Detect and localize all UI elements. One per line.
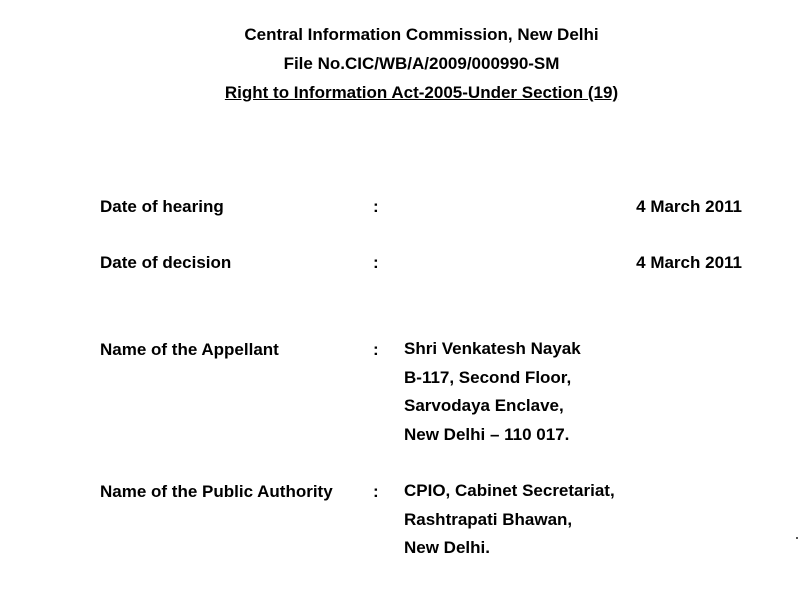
file-number: File No.CIC/WB/A/2009/000990-SM (283, 54, 560, 73)
public-authority-colon: : (373, 482, 379, 501)
act-section-heading: Right to Information Act-2005-Under Section (19) (224, 83, 619, 102)
appellant-address-line: Sarvodaya Enclave, (404, 396, 564, 415)
scan-speck (796, 537, 798, 539)
public-authority-address-line: New Delhi. (404, 538, 490, 557)
decision-date-label: Date of decision (100, 253, 232, 272)
public-authority-name: CPIO, Cabinet Secretariat, (404, 481, 615, 500)
appellant-address (404, 335, 581, 449)
appellant-address-line: B-117, Second Floor, (404, 367, 572, 387)
commission-title: Central Information Commission, New Delhi (244, 25, 599, 44)
public-authority-address (404, 477, 615, 563)
appellant-address-line: New Delhi – 110 017. (404, 424, 570, 444)
decision-date-value: 4 March 2011 (636, 253, 742, 272)
public-authority-address-line: Rashtrapati Bhawan, (404, 509, 573, 529)
appellant-label: Name of the Appellant (100, 340, 279, 359)
public-authority-label: Name of the Public Authority (100, 482, 333, 501)
appellant-colon: : (373, 340, 379, 359)
decision-date-colon: : (373, 253, 379, 272)
hearing-date-label: Date of hearing (100, 197, 224, 216)
hearing-date-colon: : (373, 197, 379, 216)
hearing-date-value: 4 March 2011 (636, 197, 742, 216)
appellant-name: Shri Venkatesh Nayak (404, 339, 581, 358)
